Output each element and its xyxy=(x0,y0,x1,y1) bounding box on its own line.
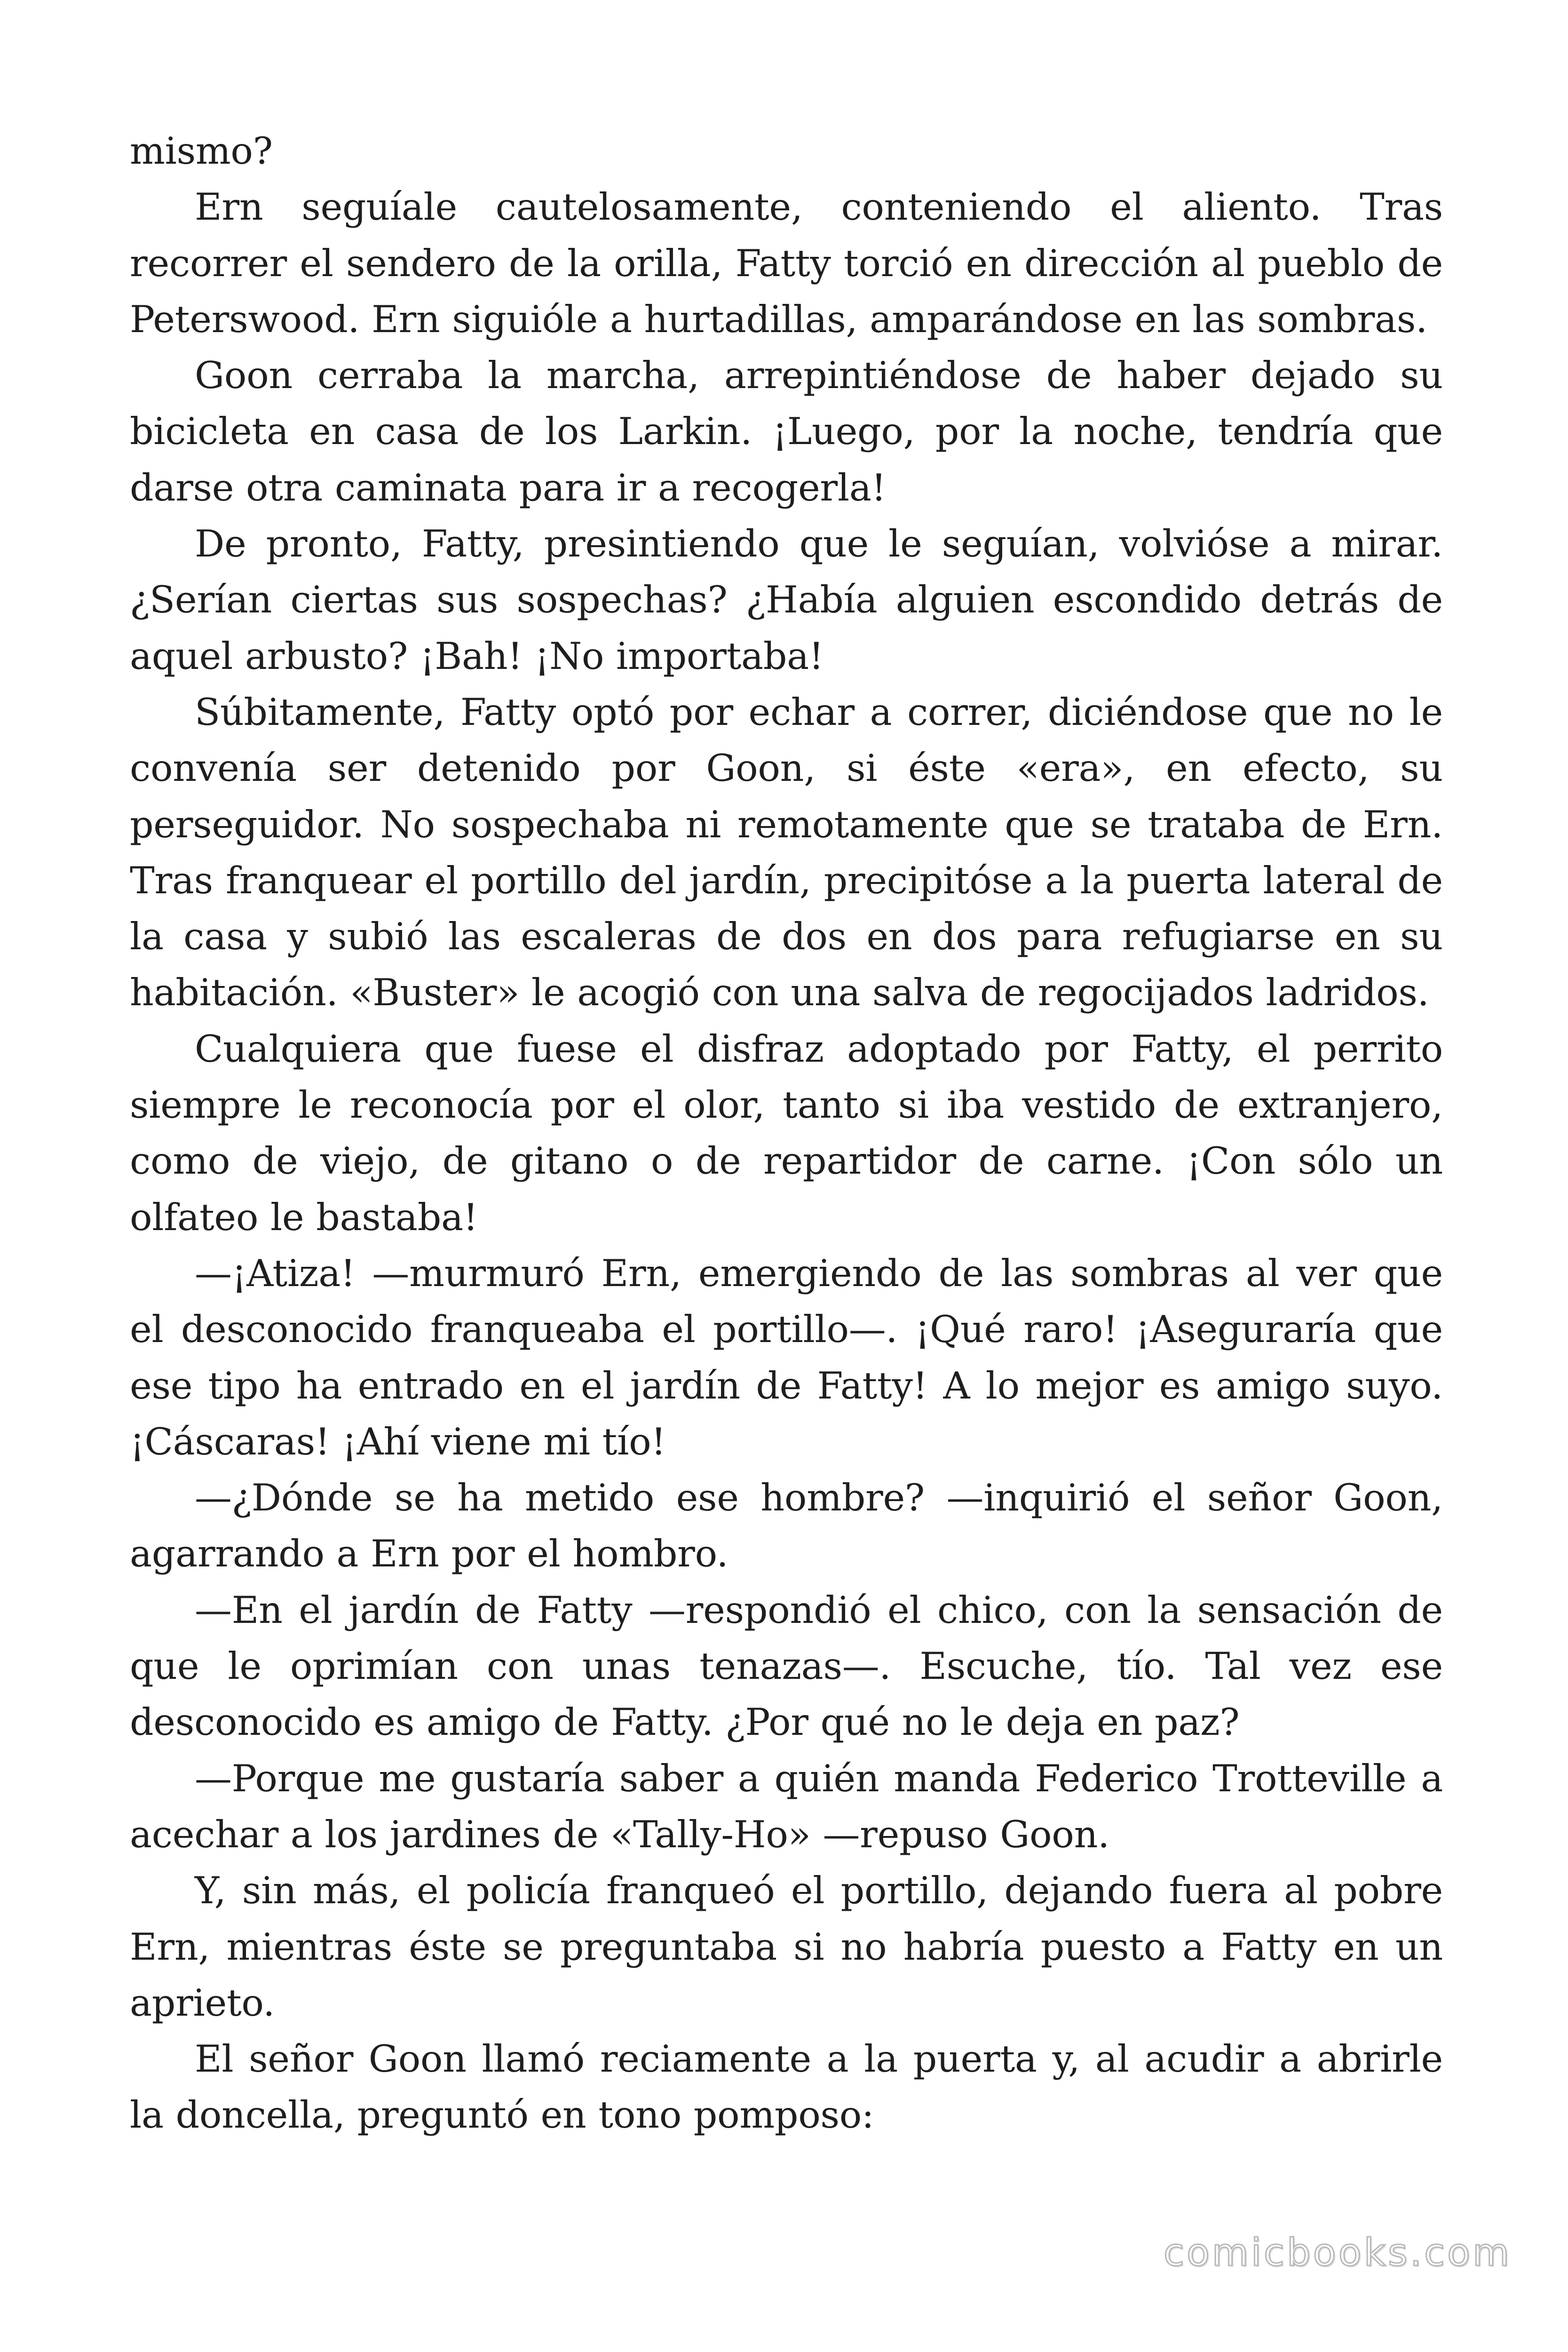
paragraph-12: El señor Goon llamó reciamente a la puerta y, al acudir a abrirle la doncella, preguntó en tono pomposo: xyxy=(130,2037,1443,2137)
paragraph-2: Ern seguíale cautelosamente, conteniendo el aliento. Tras recorrer el sendero de la orilla, Fatty torció en dirección al pueblo de Peterswood. Ern siguióle a hurtadillas, amparándose en las sombras. xyxy=(130,185,1443,341)
paragraph-6: Cualquiera que fuese el disfraz adoptado por Fatty, el perrito siempre le reconocía por el olor, tanto si iba vestido de extranjero, como de viejo, de gitano o de repartidor de carne. ¡Con sólo un olfateo le bastaba! xyxy=(130,1027,1443,1239)
paragraph-4: De pronto, Fatty, presintiendo que le seguían, volvióse a mirar. ¿Serían ciertas sus sospechas? ¿Había alguien escondido detrás de aquel arbusto? ¡Bah! ¡No importaba! xyxy=(130,522,1443,678)
paragraph-1: mismo? xyxy=(130,129,273,173)
paragraph-8: —¿Dónde se ha metido ese hombre? —inquirió el señor Goon, agarrando a Ern por el hombro. xyxy=(130,1476,1443,1576)
watermark-text: comicbooks.com xyxy=(1163,2231,1512,2274)
paragraph-10: —Porque me gustaría saber a quién manda Federico Trotteville a acechar a los jardines de «Tally-Ho» —repuso Goon. xyxy=(130,1756,1443,1856)
page-body-text xyxy=(130,123,1443,2144)
paragraph-5: Súbitamente, Fatty optó por echar a correr, diciéndose que no le convenía ser detenido por Goon, si éste «era», en efecto, su perseguidor. No sospechaba ni remotamente que se trataba de Ern. Tras franquear el portillo del jardín, precipitóse a la puerta lateral de la casa y subió las escaleras de dos en dos para refugiarse en su habitación. «Buster» le acogió con una salva de regocijados ladridos. xyxy=(130,690,1443,1015)
paragraph-3: Goon cerraba la marcha, arrepintiéndose de haber dejado su bicicleta en casa de los Larkin. ¡Luego, por la noche, tendría que darse otra caminata para ir a recogerla! xyxy=(130,354,1443,509)
paragraph-9: —En el jardín de Fatty —respondió el chico, con la sensación de que le oprimían con unas tenazas—. Escuche, tío. Tal vez ese desconocido es amigo de Fatty. ¿Por qué no le deja en paz? xyxy=(130,1588,1443,1744)
paragraph-11: Y, sin más, el policía franqueó el portillo, dejando fuera al pobre Ern, mientras éste se preguntaba si no habría puesto a Fatty en un aprieto. xyxy=(130,1869,1443,2025)
paragraph-7: —¡Atiza! —murmuró Ern, emergiendo de las sombras al ver que el desconocido franqueaba el portillo—. ¡Qué raro! ¡Aseguraría que ese tipo ha entrado en el jardín de Fatty! A lo mejor es amigo suyo. ¡Cáscaras! ¡Ahí viene mi tío! xyxy=(130,1251,1443,1463)
